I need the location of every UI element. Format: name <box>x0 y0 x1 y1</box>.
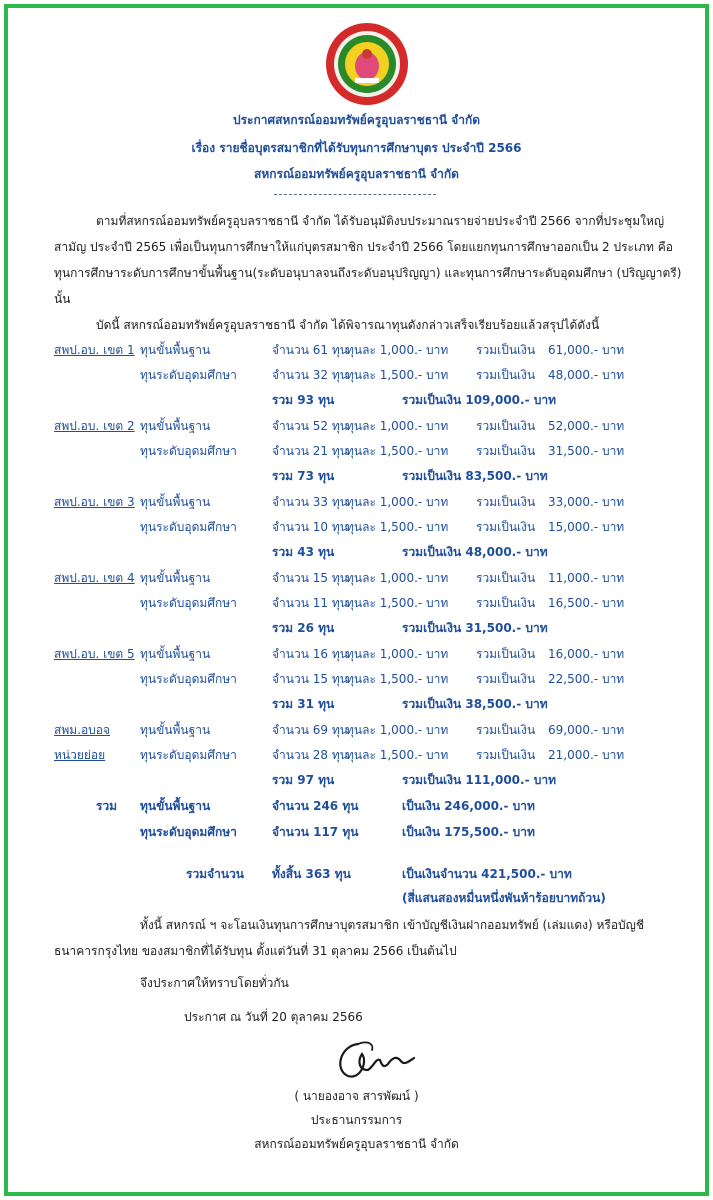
scholarship-rate: ทุนละ 1,000.- บาท <box>346 495 449 509</box>
row-total: 21,000.- บาท <box>548 748 625 762</box>
row-total: 69,000.- บาท <box>548 723 625 737</box>
scholarship-count: จำนวน 15 ทุน <box>272 672 348 686</box>
scholarship-rate: ทุนละ 1,500.- บาท <box>346 520 449 534</box>
scholarship-count: จำนวน 69 ทุน <box>272 723 348 737</box>
zone-sum-total: รวมเป็นเงิน 31,500.- บาท <box>402 621 548 635</box>
total-label: รวมเป็นเงิน <box>476 596 536 610</box>
row-total: 11,000.- บาท <box>548 571 625 585</box>
grand-basic-amount: เป็นเงิน 246,000.- บาท <box>402 799 535 813</box>
signer-title: ประธานกรรมการ <box>310 1113 403 1127</box>
zone-sum-count: รวม 43 ทุน <box>272 545 335 559</box>
scholarship-type: ทุนระดับอุดมศึกษา <box>140 596 237 610</box>
zone-name: สพป.อบ. เขต 2 <box>54 419 135 433</box>
zone-sum-count: รวม 93 ทุน <box>272 393 335 407</box>
scholarship-type: ทุนขั้นพื้นฐาน <box>140 571 211 585</box>
row-total: 16,500.- บาท <box>548 596 625 610</box>
scholarship-count: จำนวน 52 ทุน <box>272 419 348 433</box>
total-label: รวมเป็นเงิน <box>476 419 536 433</box>
announcement-title: ประกาศสหกรณ์ออมทรัพย์ครูอุบลราชธานี จำกัด <box>232 113 481 127</box>
total-label: รวมเป็นเงิน <box>476 520 536 534</box>
zone-sum-total: รวมเป็นเงิน 83,500.- บาท <box>402 469 548 483</box>
cooperative-logo <box>325 22 409 106</box>
intro-paragraph: ตามที่สหกรณ์ออมทรัพย์ครูอุบลราชธานี จำกัด ได้รับอนุมัติงบประมาณรายจ่ายประจำปี 2566 จากที่ประชุมใหญ่สามัญ ประจำปี 2565 เพื่อเป็นทุนการศึกษาให้แก่บุตรสมาชิก ประจำปี 2566 โดยแยกทุนการศึกษาออกเป็น 2 ประเภท คือ ทุนการศึกษาระดับการศึกษาขั้นพื้นฐาน(ระดับอนุบาลจนถึงระดับอนุปริญญา) และทุนการศึกษาระดับอุดมศึกษา (ปริญญาตรี) นั้น <box>54 214 682 306</box>
grand-basic-type: ทุนขั้นพื้นฐาน <box>140 799 211 813</box>
zone-sum-count: รวม 97 ทุน <box>272 773 335 787</box>
total-label: รวมเป็นเงิน <box>476 571 536 585</box>
announce-date: ประกาศ ณ วันที่ 20 ตุลาคม 2566 <box>184 1010 363 1024</box>
scholarship-type: ทุนระดับอุดมศึกษา <box>140 444 237 458</box>
scholarship-count: จำนวน 61 ทุน <box>272 343 348 357</box>
total-label: รวมเป็นเงิน <box>476 748 536 762</box>
zone-sum-total: รวมเป็นเงิน 38,500.- บาท <box>402 697 548 711</box>
total-label: รวมเป็นเงิน <box>476 368 536 382</box>
row-total: 52,000.- บาท <box>548 419 625 433</box>
scholarship-rate: ทุนละ 1,500.- บาท <box>346 368 449 382</box>
scholarship-type: ทุนระดับอุดมศึกษา <box>140 368 237 382</box>
scholarship-type: ทุนขั้นพื้นฐาน <box>140 647 211 661</box>
grand-all-count: ทั้งสิ้น 363 ทุน <box>272 867 351 881</box>
scholarship-rate: ทุนละ 1,500.- บาท <box>346 444 449 458</box>
row-total: 16,000.- บาท <box>548 647 625 661</box>
subject-line: เรื่อง รายชื่อบุตรสมาชิกที่ได้รับทุนการศึกษาบุตร ประจำปี 2566 <box>191 141 522 155</box>
transfer-paragraph: ทั้งนี้ สหกรณ์ ฯ จะโอนเงินทุนการศึกษาบุตรสมาชิก เข้าบัญชีเงินฝากออมทรัพย์ (เล่มแดง) หรือบัญชีธนาคารกรุงไทย ของสมาชิกที่ได้รับทุน ตั้งแต่วันที่ 31 ตุลาคม 2566 เป็นต้นไป <box>54 918 645 958</box>
grand-basic-count: จำนวน 246 ทุน <box>272 799 359 813</box>
zone-name: สพม.อบอจ <box>54 723 111 737</box>
grand-higher-amount: เป็นเงิน 175,500.- บาท <box>402 825 535 839</box>
scholarship-rate: ทุนละ 1,000.- บาท <box>346 723 449 737</box>
row-total: 48,000.- บาท <box>548 368 625 382</box>
scholarship-type: ทุนระดับอุดมศึกษา <box>140 748 237 762</box>
zone-sum-total: รวมเป็นเงิน 111,000.- บาท <box>402 773 556 787</box>
zone-name: สพป.อบ. เขต 1 <box>54 343 135 357</box>
grand-higher-type: ทุนระดับอุดมศึกษา <box>140 825 237 839</box>
zone-sum-total: รวมเป็นเงิน 48,000.- บาท <box>402 545 548 559</box>
total-label: รวมเป็นเงิน <box>476 495 536 509</box>
zone-name: สพป.อบ. เขต 5 <box>54 647 135 661</box>
scholarship-rate: ทุนละ 1,000.- บาท <box>346 571 449 585</box>
grand-label: รวม <box>96 799 118 813</box>
scholarship-type: ทุนระดับอุดมศึกษา <box>140 520 237 534</box>
zone-name: สพป.อบ. เขต 4 <box>54 571 135 585</box>
scholarship-count: จำนวน 21 ทุน <box>272 444 348 458</box>
row-total: 15,000.- บาท <box>548 520 625 534</box>
scholarship-count: จำนวน 10 ทุน <box>272 520 348 534</box>
summary-intro: บัดนี้ สหกรณ์ออมทรัพย์ครูอุบลราชธานี จำกัด ได้พิจารณาทุนดังกล่าวเสร็จเรียบร้อยแล้วสรุปได้ดังนี้ <box>96 318 600 332</box>
chairman-signature <box>328 1036 420 1084</box>
scholarship-type: ทุนขั้นพื้นฐาน <box>140 419 211 433</box>
scholarship-count: จำนวน 28 ทุน <box>272 748 348 762</box>
grand-all-amount: เป็นเงินจำนวน 421,500.- บาท <box>402 867 572 881</box>
total-label: รวมเป็นเงิน <box>476 723 536 737</box>
scholarship-count: จำนวน 11 ทุน <box>272 596 348 610</box>
scholarship-type: ทุนระดับอุดมศึกษา <box>140 672 237 686</box>
grand-all-label: รวมจำนวน <box>186 867 245 881</box>
scholarship-type: ทุนขั้นพื้นฐาน <box>140 723 211 737</box>
scholarship-rate: ทุนละ 1,500.- บาท <box>346 672 449 686</box>
organization-line: สหกรณ์ออมทรัพย์ครูอุบลราชธานี จำกัด <box>254 167 459 181</box>
row-total: 22,500.- บาท <box>548 672 625 686</box>
header-divider <box>274 194 436 195</box>
zone-name-sub: หน่วยย่อย <box>54 748 106 762</box>
zone-name: สพป.อบ. เขต 3 <box>54 495 135 509</box>
signer-name: ( นายองอาจ สารพัฒน์ ) <box>294 1089 419 1103</box>
row-total: 61,000.- บาท <box>548 343 625 357</box>
row-total: 31,500.- บาท <box>548 444 625 458</box>
scholarship-rate: ทุนละ 1,000.- บาท <box>346 419 449 433</box>
scholarship-count: จำนวน 33 ทุน <box>272 495 348 509</box>
announce-line: จึงประกาศให้ทราบโดยทั่วกัน <box>140 976 289 990</box>
grand-higher-count: จำนวน 117 ทุน <box>272 825 359 839</box>
grand-all-words: (สี่แสนสองหมื่นหนึ่งพันห้าร้อยบาทถ้วน) <box>402 891 606 905</box>
zone-sum-count: รวม 73 ทุน <box>272 469 335 483</box>
total-label: รวมเป็นเงิน <box>476 444 536 458</box>
scholarship-rate: ทุนละ 1,000.- บาท <box>346 343 449 357</box>
scholarship-type: ทุนขั้นพื้นฐาน <box>140 343 211 357</box>
scholarship-count: จำนวน 15 ทุน <box>272 571 348 585</box>
scholarship-rate: ทุนละ 1,000.- บาท <box>346 647 449 661</box>
row-total: 33,000.- บาท <box>548 495 625 509</box>
scholarship-type: ทุนขั้นพื้นฐาน <box>140 495 211 509</box>
total-label: รวมเป็นเงิน <box>476 647 536 661</box>
total-label: รวมเป็นเงิน <box>476 343 536 357</box>
zone-sum-total: รวมเป็นเงิน 109,000.- บาท <box>402 393 556 407</box>
scholarship-count: จำนวน 32 ทุน <box>272 368 348 382</box>
scholarship-count: จำนวน 16 ทุน <box>272 647 348 661</box>
signer-organization: สหกรณ์ออมทรัพย์ครูอุบลราชธานี จำกัด <box>254 1137 459 1151</box>
scholarship-rate: ทุนละ 1,500.- บาท <box>346 748 449 762</box>
zone-sum-count: รวม 31 ทุน <box>272 697 335 711</box>
total-label: รวมเป็นเงิน <box>476 672 536 686</box>
zone-sum-count: รวม 26 ทุน <box>272 621 335 635</box>
scholarship-rate: ทุนละ 1,500.- บาท <box>346 596 449 610</box>
